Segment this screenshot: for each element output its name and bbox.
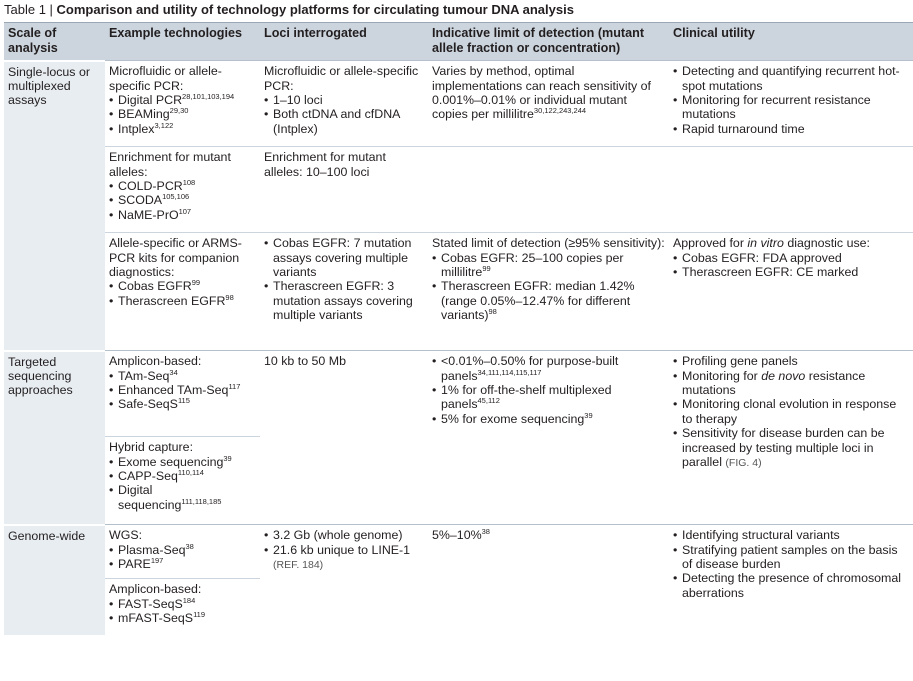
tech-heading: Amplicon-based: xyxy=(109,582,202,597)
lod-heading: Stated limit of detection (≥95% sensitivity): xyxy=(432,236,665,251)
loci-genome xyxy=(260,525,428,635)
list-item: • NaME-PrO$^{107}$ xyxy=(109,208,256,222)
table-row xyxy=(4,147,913,233)
list-item: • 3.2 Gb (whole genome) xyxy=(264,528,424,542)
tech-heading: Hybrid capture: xyxy=(109,440,194,455)
lod-enrichment-empty xyxy=(428,147,669,233)
loci-targeted: 10 kb to 50 Mb xyxy=(260,351,428,525)
list-item: • Plasma-Seq$^{38}$ xyxy=(109,543,256,557)
header-utility: Clinical utility xyxy=(669,23,913,61)
list-item: • Cobas EGFR: 7 mutation assays covering multiple variants xyxy=(264,236,424,279)
tech-arms xyxy=(105,233,260,351)
tech-hybrid xyxy=(105,437,260,525)
table-title: Comparison and utility of technology platforms for circulating tumour DNA analysis xyxy=(56,2,574,17)
tech-list xyxy=(109,369,256,412)
utility-targeted xyxy=(669,351,913,525)
header-scale: Scale of analysis xyxy=(4,23,105,61)
list-item: • Therascreen EGFR$^{98}$ xyxy=(109,294,256,308)
scale-single-locus: Single-locus or multiplexed assays xyxy=(4,61,105,351)
utility-enrichment-empty xyxy=(669,147,913,233)
tech-heading: Enrichment for mutant alleles: xyxy=(109,150,231,179)
fig-ref: (FIG. 4) xyxy=(725,456,762,469)
lod-list xyxy=(432,354,665,426)
list-item: • Both ctDNA and cfDNA (Intplex) xyxy=(264,107,424,136)
header-limit: Indicative limit of detection (mutant allele fraction or concentration) xyxy=(428,23,669,61)
list-item: • COLD-PCR$^{108}$ xyxy=(109,179,256,193)
list-item: • PARE$^{197}$ xyxy=(109,557,256,571)
list-item: • 5% for exome sequencing$^{39}$ xyxy=(432,412,665,426)
list-item: • FAST-SeqS$^{184}$ xyxy=(109,597,256,611)
lod-targeted xyxy=(428,351,669,525)
scale-targeted: Targeted sequencing approaches xyxy=(4,351,105,525)
tech-targeted-amplicon xyxy=(105,351,260,437)
utility-heading: Approved for in vitro diagnostic use: xyxy=(673,236,870,251)
loci-heading: Microfluidic or allele-specific PCR: xyxy=(264,64,419,93)
table-row xyxy=(4,61,913,147)
list-item: • Safe-SeqS$^{115}$ xyxy=(109,397,256,411)
utility-arms xyxy=(669,233,913,351)
list-item: • 1–10 loci xyxy=(264,93,424,107)
table-row xyxy=(4,233,913,351)
tech-heading: WGS: xyxy=(109,528,143,543)
list-item: • Enhanced TAm-Seq$^{117}$ xyxy=(109,383,256,397)
tech-heading: Amplicon-based: xyxy=(109,354,202,369)
list-item: • Cobas EGFR$^{99}$ xyxy=(109,279,256,293)
tech-heading: Microfluidic or allele-specific PCR: xyxy=(109,64,222,93)
list-item: • Detecting and quantifying recurrent hot-spot mutations xyxy=(673,64,909,93)
list-item: • mFAST-SeqS$^{119}$ xyxy=(109,611,256,625)
tech-enrichment xyxy=(105,147,260,233)
tech-wgs xyxy=(105,525,260,579)
list-item: • <0.01%–0.50% for purpose-built panels$^{34,111,114,115,117}$ xyxy=(432,354,665,383)
tech-list xyxy=(109,543,256,572)
list-item: • Digital PCR$^{28,101,103,194}$ xyxy=(109,93,256,107)
list-item: • Exome sequencing$^{39}$ xyxy=(109,455,256,469)
table-label: Table 1 | xyxy=(4,2,57,17)
utility-genome xyxy=(669,525,913,635)
list-item: • Therascreen EGFR: CE marked xyxy=(673,265,909,279)
list-item: • Monitoring clonal evolution in response to therapy xyxy=(673,397,909,426)
list-item: • Identifying structural variants xyxy=(673,528,909,542)
list-item: • BEAMing$^{29,30}$ xyxy=(109,107,256,121)
lod-arms xyxy=(428,233,669,351)
table-row xyxy=(4,525,913,579)
list-item: • Profiling gene panels xyxy=(673,354,909,368)
loci-arms xyxy=(260,233,428,351)
list-item: • Stratifying patient samples on the basis of disease burden xyxy=(673,543,909,572)
lod-text: Varies by method, optimal implementations can reach sensitivity of 0.001%–0.01% or individual mutant copies per millilitre$^{30,122,243,244}$ xyxy=(432,64,652,122)
header-technologies: Example technologies xyxy=(105,23,260,61)
utility-list xyxy=(673,64,909,136)
lod-genome xyxy=(428,525,669,635)
list-item: • Monitoring for de novo resistance mutations xyxy=(673,369,909,398)
tech-heading: Allele-specific or ARMS-PCR kits for companion diagnostics: xyxy=(109,236,242,279)
list-item: • 21.6 kb unique to LINE-1 (REF. 184) xyxy=(264,543,424,573)
tech-list xyxy=(109,93,256,136)
list-item: • Therascreen EGFR: 3 mutation assays covering multiple variants xyxy=(264,279,424,322)
tech-list xyxy=(109,279,256,308)
list-item: • SCODA$^{105,106}$ xyxy=(109,193,256,207)
list-item: • Rapid turnaround time xyxy=(673,122,909,136)
table-row xyxy=(4,351,913,437)
list-item: • Monitoring for recurrent resistance mutations xyxy=(673,93,909,122)
lod-list xyxy=(432,251,665,323)
ref-label: (REF. 184) xyxy=(273,558,324,571)
loci-enrichment: Enrichment for mutant alleles: 10–100 loci xyxy=(260,147,428,233)
tech-list xyxy=(109,597,256,626)
list-item: • Sensitivity for disease burden can be increased by testing multiple loci in parallel (FIG. 4) xyxy=(673,426,909,470)
list-item: • 1% for off-the-shelf multiplexed panels$^{45,112}$ xyxy=(432,383,665,412)
utility-pcr xyxy=(669,61,913,147)
tech-list xyxy=(109,179,256,222)
comparison-table xyxy=(4,22,913,635)
list-item: • Cobas EGFR: FDA approved xyxy=(673,251,909,265)
lod-pcr xyxy=(428,61,669,147)
list-item: • Cobas EGFR: 25–100 copies per millilitre$^{99}$ xyxy=(432,251,665,280)
list-item: • Intplex$^{3,122}$ xyxy=(109,122,256,136)
loci-pcr xyxy=(260,61,428,147)
list-item: • TAm-Seq$^{34}$ xyxy=(109,369,256,383)
header-loci: Loci interrogated xyxy=(260,23,428,61)
utility-list xyxy=(673,354,909,470)
loci-list xyxy=(264,528,424,572)
list-item: • Digital sequencing$^{111,118,185}$ xyxy=(109,483,256,512)
scale-genome: Genome-wide xyxy=(4,525,105,635)
table-caption xyxy=(0,0,913,22)
lod-text: 5%–10%$^{38}$ xyxy=(432,527,490,543)
list-item: • Therascreen EGFR: median 1.42% (range 0.05%–12.47% for different variants)$^{98}$ xyxy=(432,279,665,322)
tech-genome-amplicon xyxy=(105,579,260,635)
tech-pcr xyxy=(105,61,260,147)
list-item: • CAPP-Seq$^{110,114}$ xyxy=(109,469,256,483)
list-item: • Detecting the presence of chromosomal aberrations xyxy=(673,571,909,600)
loci-list xyxy=(264,93,424,136)
loci-list xyxy=(264,236,424,322)
header-row xyxy=(4,23,913,61)
tech-list xyxy=(109,455,256,513)
utility-list xyxy=(673,528,909,600)
utility-list xyxy=(673,251,909,280)
